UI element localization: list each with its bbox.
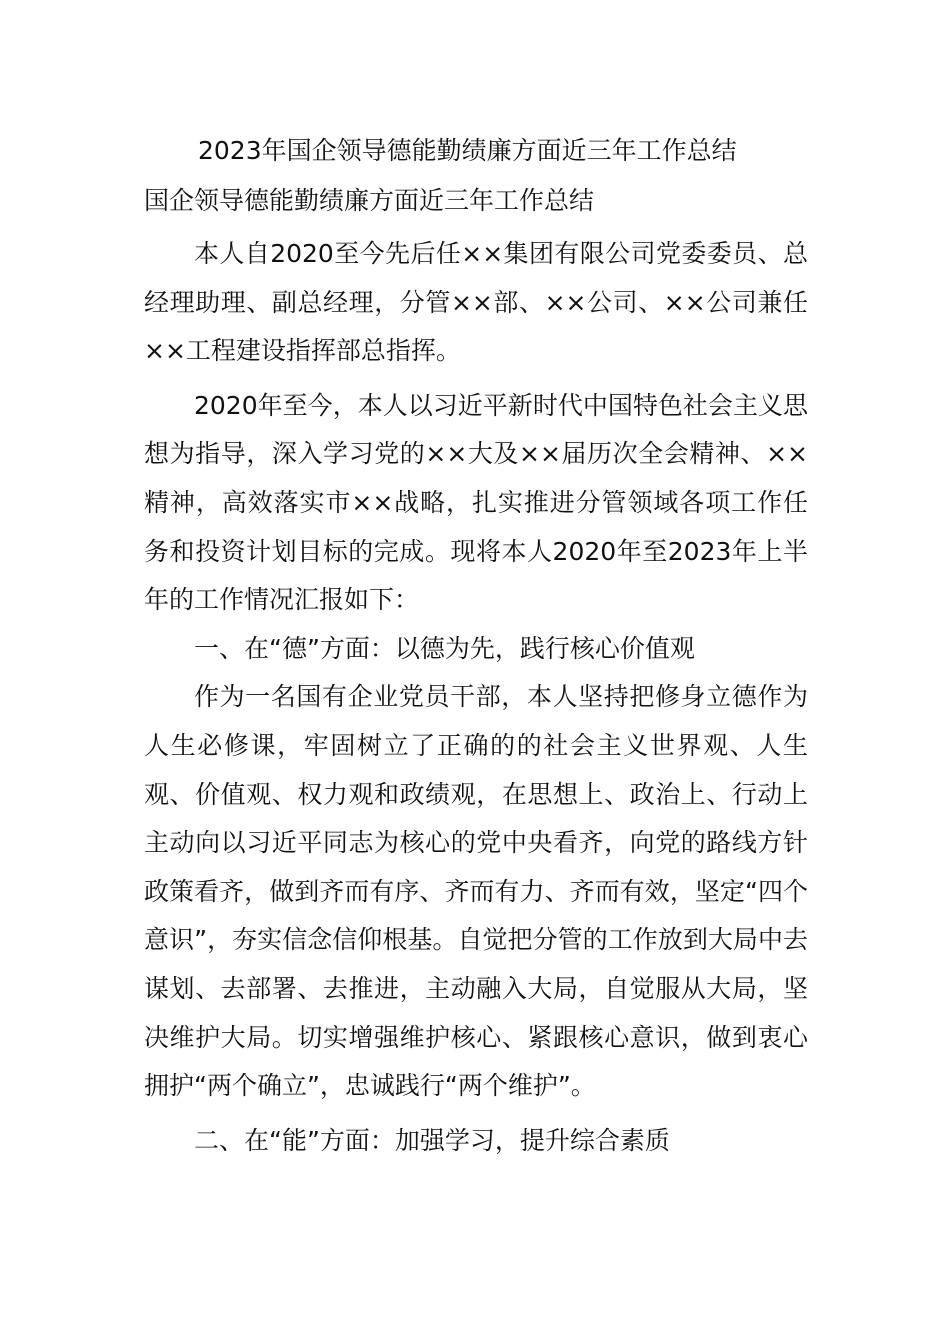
document-title: 2023年国企领导德能勤绩廉方面近三年工作总结 (198, 136, 737, 165)
paragraph-intro: 本人自2020至今先后任××集团有限公司党委委员、总经理助理、副总经理，分管××部、××公司、××公司兼任××工程建设指挥部总指挥。 (144, 239, 808, 366)
document-subtitle: 国企领导德能勤绩廉方面近三年工作总结 (144, 186, 595, 215)
section-heading-neng: 二、在“能”方面：加强学习，提升综合素质 (194, 1125, 670, 1155)
paragraph-overview: 2020年至今，本人以习近平新时代中国特色社会主义思想为指导，深入学习党的××大及××届历次全会精神、××精神，高效落实市××战略，扎实推进分管领域各项工作任务和投资计划目标的完成。现将本人2020年至2023年上半年的工作情况汇报如下： (144, 390, 808, 615)
document-body (144, 230, 808, 1165)
paragraph-de: 作为一名国有企业党员干部，本人坚持把修身立德作为人生必修课，牢固树立了正确的的社会主义世界观、人生观、价值观、权力观和政绩观，在思想上、政治上、行动上主动向以习近平同志为核心的党中央看齐，向党的路线方针政策看齐，做到齐而有序、齐而有力、齐而有效，坚定“四个意识”，夯实信念信仰根基。自觉把分管的工作放到大局中去谋划、去部署、去推进，主动融入大局，自觉服从大局，坚决维护大局。切实增强维护核心、紧跟核心意识，做到衷心拥护“两个确立”，忠诚践行“两个维护”。 (144, 682, 808, 1101)
section-heading-de: 一、在“德”方面：以德为先，践行核心价值观 (194, 633, 695, 663)
